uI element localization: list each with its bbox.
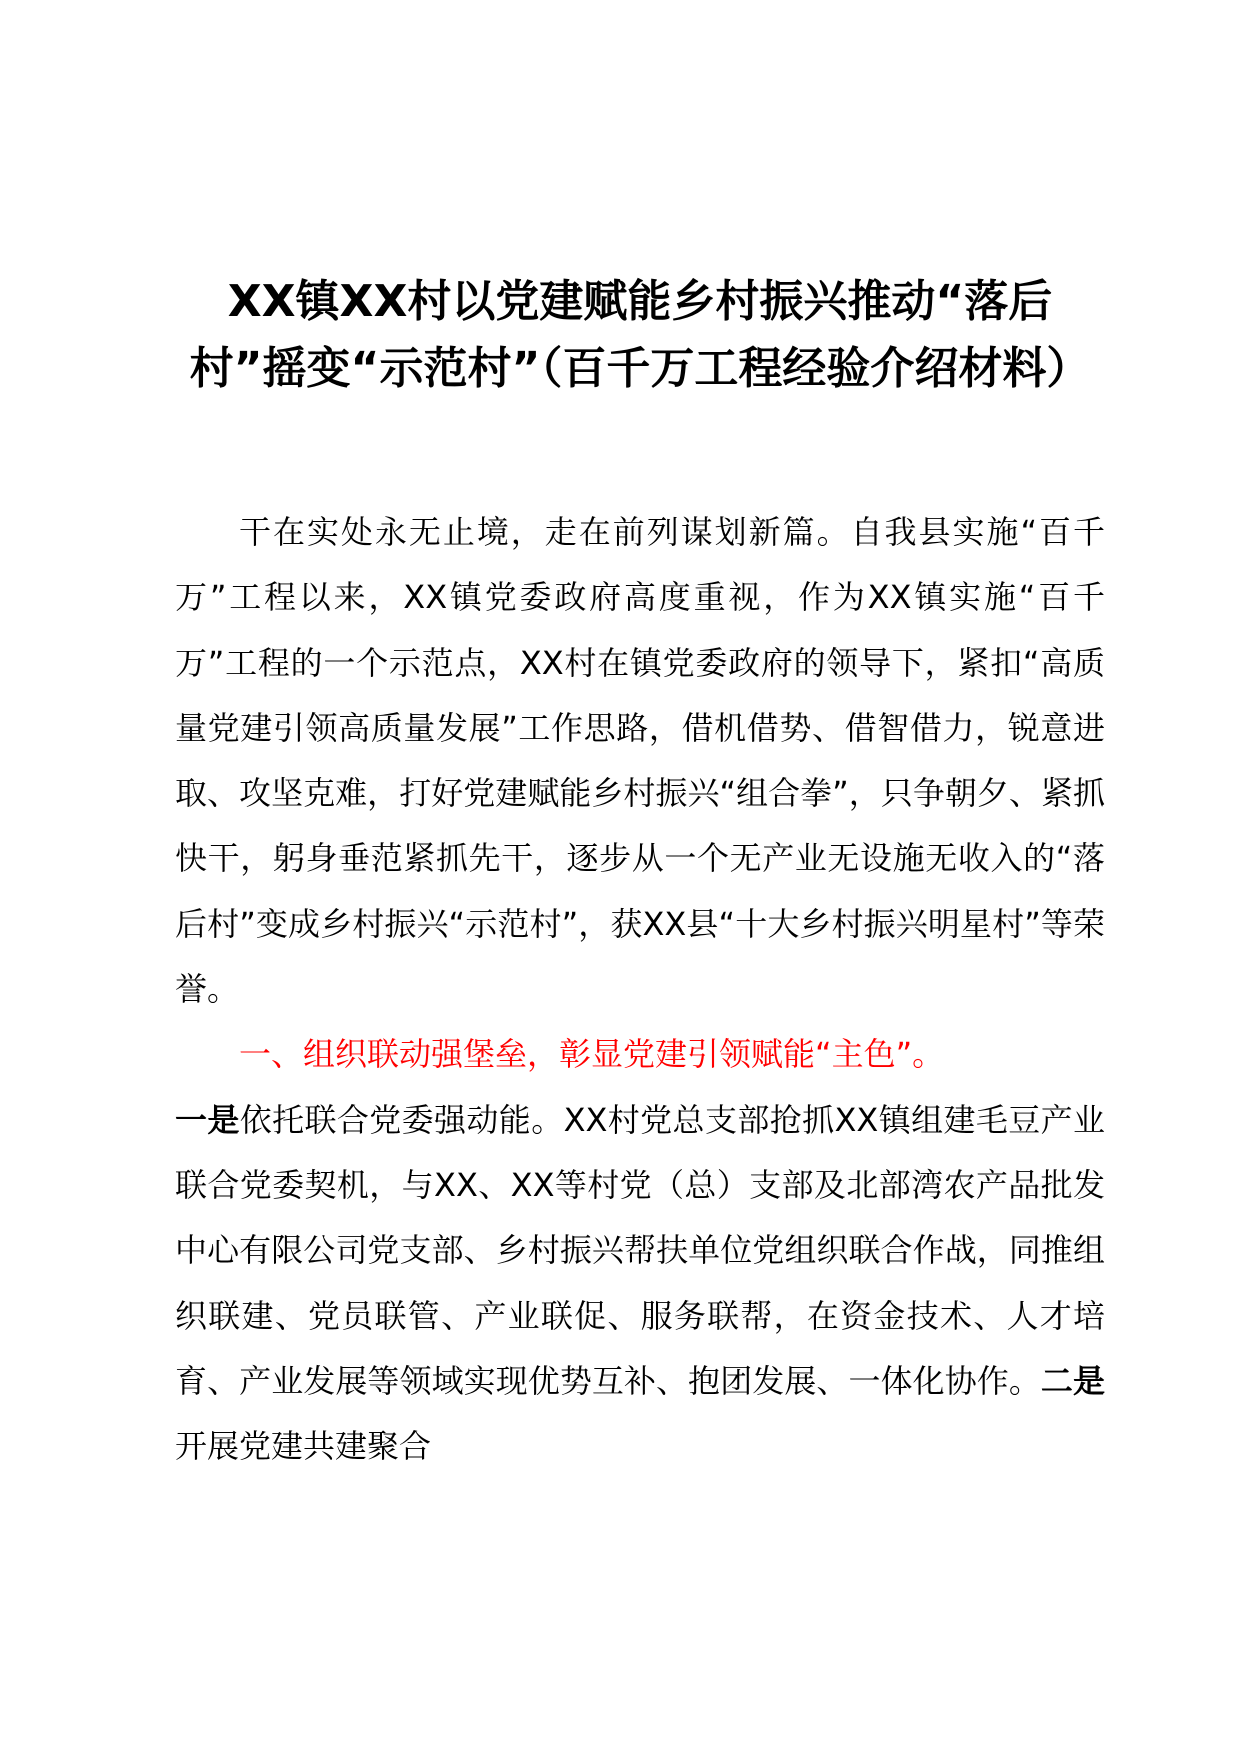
point-text: 依托联合党委强动能。XX村党总支部抢抓XX镇组建毛豆产业联合党委契机，与XX、XX等村党（总）支部及北部湾农产品批发中心有限公司党支部、乡村振兴帮扶单位党组织联合作战，同推组织联建、党员联管、产业联促、服务联帮，在资金技术、人才培育、产业发展等领域实现优势互补、抱团发展、一体化协作。 — [175, 1100, 1105, 1400]
document-body — [175, 500, 1105, 1479]
section-paragraph — [175, 1088, 1105, 1480]
section-heading: 一、组织联动强堡垒，彰显党建引领赋能“主色”。 — [239, 1035, 945, 1074]
document-title: XX镇XX村以党建赋能乡村振兴推动“落后村”摇变“示范村”（百千万工程经验介绍材料） — [189, 276, 1091, 394]
point-label: 二是 — [1040, 1361, 1105, 1400]
point-text: 开展党建共建聚合 — [175, 1427, 432, 1466]
point-label: 一是 — [175, 1100, 240, 1139]
intro-paragraph: 干在实处永无止境，走在前列谋划新篇。自我县实施“百千万”工程以来，XX镇党委政府高度重视，作为XX镇实施“百千万”工程的一个示范点，XX村在镇党委政府的领导下，紧扣“高质量党建引领高质量发展”工作思路，借机借势、借智借力，锐意进取、攻坚克难，打好党建赋能乡村振兴“组合拳”，只争朝夕、紧抓快干，躬身垂范紧抓先干，逐步从一个无产业无设施无收入的“落后村”变成乡村振兴“示范村”，获XX县“十大乡村振兴明星村”等荣誉。 — [175, 513, 1105, 1009]
